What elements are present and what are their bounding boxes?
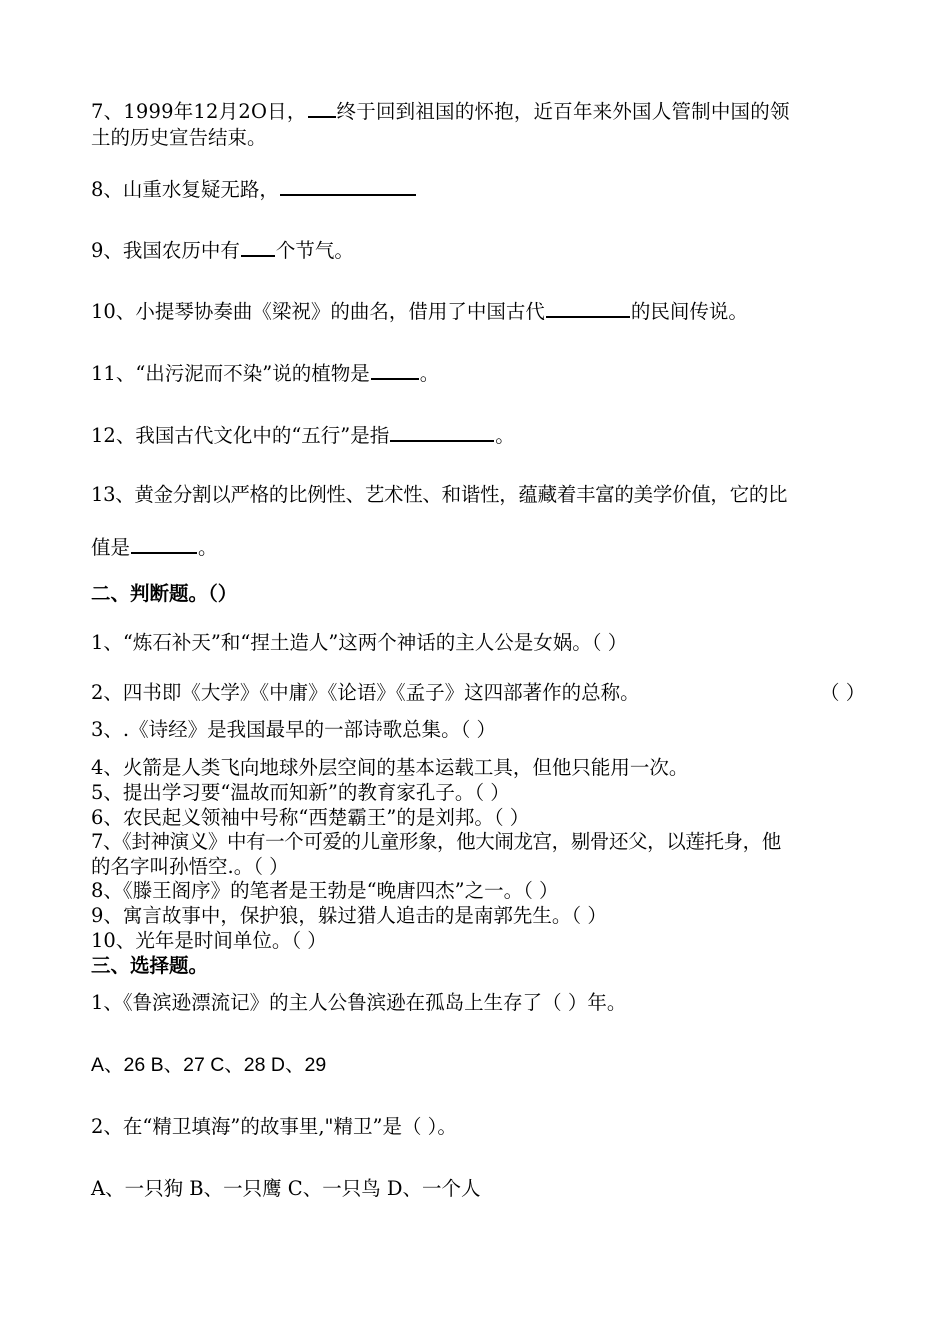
question-7-line-1 [91,98,790,124]
question-10 [91,298,748,324]
judge-item-3: 3、.《诗经》是我国最早的一部诗歌总集。（ ） [91,718,497,741]
judge-item-9: 9、寓言故事中，保护狼，躲过猎人追击的是南郭先生。（ ） [91,904,607,927]
question-text: 10、小提琴协奏曲《梁祝》的曲名，借用了中国古代 [91,300,545,323]
question-9 [91,237,354,263]
question-13-line-2 [91,534,218,560]
question-text: 。 [419,362,440,385]
answer-blank[interactable] [131,534,197,554]
question-text: 终于回到祖国的怀抱，近百年来外国人管制中国的领 [336,100,790,123]
question-text: 11、“出污泥而不染”说的植物是 [91,362,370,385]
question-7-line-2: 土的历史宣告结束。 [91,126,267,149]
judge-item-1: 1、“炼石补天”和“捏土造人”这两个神话的主人公是女娲。（ ） [91,631,628,654]
answer-paren[interactable]: （ ） [820,681,866,704]
judge-item-5: 5、提出学习要“温故而知新”的教育家孔子。（ ） [91,781,510,804]
question-text: 8、山重水复疑无路， [91,178,279,201]
section-heading-judge: 二、判断题。（） [91,582,238,605]
question-text: 个节气。 [275,239,354,262]
choice-question-1-options[interactable]: A、26 B、27 C、28 D、29 [91,1054,327,1076]
question-text: 。 [495,424,515,447]
question-text: 12、我国古代文化中的“五行”是指 [91,424,390,447]
answer-blank[interactable] [371,360,419,380]
answer-blank[interactable] [390,422,494,442]
choice-question-2: 2、在“精卫填海”的故事里,"精卫”是（ ）。 [91,1115,457,1138]
question-text: 9、我国农历中有 [91,239,240,262]
judge-item-7-line-1: 7、《封神演义》中有一个可爱的儿童形象，他大闹龙宫，剔骨还父，以莲托身，他 [91,830,781,853]
choice-question-1: 1、《鲁滨逊漂流记》的主人公鲁滨逊在孤岛上生存了（ ）年。 [91,991,627,1014]
answer-blank[interactable] [280,176,416,196]
section-heading-choice: 三、选择题。 [91,954,209,977]
answer-blank[interactable] [241,237,275,257]
question-text: 的民间传说。 [630,300,748,323]
judge-item-6: 6、农民起义领袖中号称“西楚霸王”的是刘邦。（ ） [91,806,530,829]
judge-item-2: 2、四书即《大学》《中庸》《论语》《孟子》这四部著作的总称。 [91,681,640,704]
question-13-line-1: 13、黄金分割以严格的比例性、艺术性、和谐性，蕴藏着丰富的美学价值，它的比 [91,483,788,506]
question-11 [91,360,439,386]
answer-blank[interactable] [546,298,630,318]
judge-item-10: 10、光年是时间单位。（ ） [91,929,327,952]
judge-item-4: 4、火箭是人类飞向地球外层空间的基本运载工具，但他只能用一次。 [91,756,689,779]
question-8 [91,176,417,202]
question-text: 。 [198,536,218,559]
question-text: 7、1999年12月2O日， [91,100,307,123]
choice-question-2-options[interactable]: A、一只狗 B、一只鹰 C、一只鸟 D、一个人 [91,1177,481,1200]
question-12 [91,422,515,448]
question-text: 值是 [91,536,131,559]
answer-blank[interactable] [308,98,336,118]
judge-item-7-line-2: 的名字叫孙悟空.。（ ） [91,855,289,878]
judge-item-8: 8、《滕王阁序》的笔者是王勃是“晚唐四杰”之一。（ ） [91,879,559,902]
